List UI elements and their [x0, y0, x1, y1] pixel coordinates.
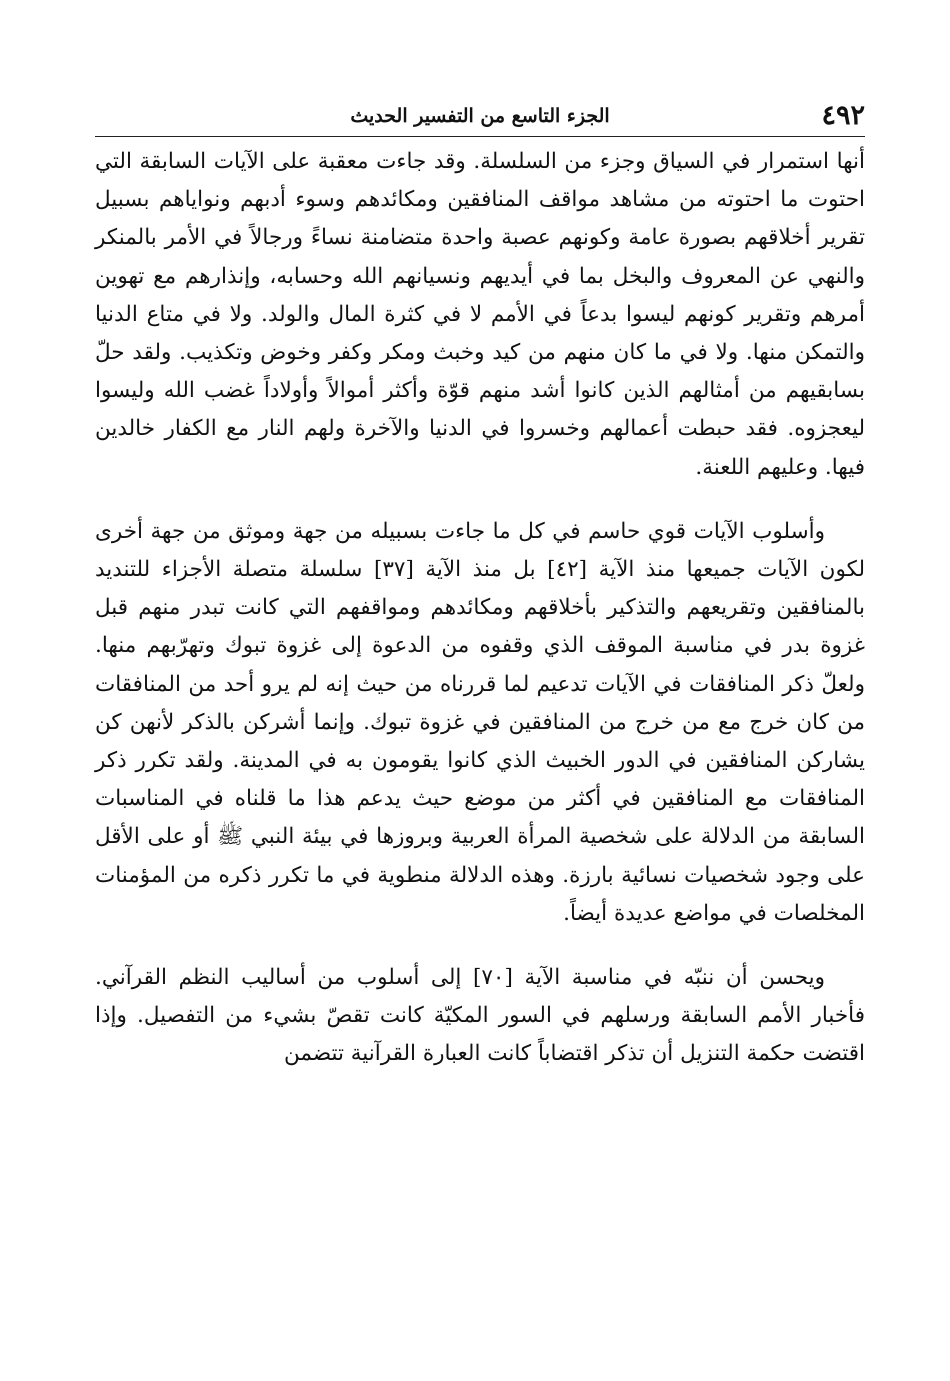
page-header [95, 90, 865, 137]
running-title: الجزء التاسع من التفسير الحديث [350, 105, 610, 127]
body-text [95, 143, 865, 1074]
paragraph-3: ويحسن أن ننبّه في مناسبة الآية [٧٠] إلى أسلوب من أساليب النظم القرآني. فأخبار الأمم السابقة ورسلهم في السور المكيّة كانت تقصّ بشيء من التفصيل. وإذا اقتضت حكمة التنزيل أن تذكر اقتضاباً كانت العبارة القرآنية تتضمن [95, 965, 865, 1067]
book-page [95, 90, 865, 1270]
paragraph-2: وأسلوب الآيات قوي حاسم في كل ما جاءت بسبيله من جهة وموثق من جهة أخرى لكون الآيات جميعها منذ الآية [٤٢] بل منذ الآية [٣٧] سلسلة متصلة الأجزاء للتنديد بالمنافقين وتقريعهم والتذكير بأخلاقهم ومكائدهم ومواقفهم التي كانت تبدر منهم قبل غزوة بدر في مناسبة الموقف الذي وقفوه من الدعوة إلى غزوة تبوك وتهرّبهم منها. ولعلّ ذكر المنافقات في الآيات تدعيم لما قررناه من حيث إنه لم يرو أحد من المنافقات من كان خرج مع من خرج من المنافقين في غزوة تبوك. وإنما أشركن بالذكر لأنهن كن يشاركن المنافقين في الدور الخبيث الذي كانوا يقومون به في المدينة. ولقد تكرر ذكر المنافقات مع المنافقين في أكثر من موضع حيث يدعم هذا ما قلناه في المناسبات السابقة من الدلالة على شخصية المرأة العربية وبروزها في بيئة النبي ﷺ أو على الأقل على وجود شخصيات نسائية بارزة. وهذه الدلالة منطوية في ما تكرر ذكره من المؤمنات المخلصات في مواضع عديدة أيضاً. [95, 518, 865, 926]
page-number: ٤٩٢ [821, 100, 865, 131]
paragraph-1: أنها استمرار في السياق وجزء من السلسلة. وقد جاءت معقبة على الآيات السابقة التي احتوت ما احتوته من مشاهد مواقف المنافقين ومكائدهم وسوء أدبهم ونواياهم بسبيل تقرير أخلاقهم بصورة عامة وكونهم عصبة واحدة متضامنة نساءً ورجالاً في الأمر بالمنكر والنهي عن المعروف والبخل بما في أيديهم ونسيانهم الله وحسابه، وإنذارهم مع تهوين أمرهم وتقرير كونهم ليسوا بدعاً في الأمم لا في كثرة المال والولد. ولا في متاع الدنيا والتمكن منها. ولا في ما كان منهم من كيد وخبث ومكر وكفر وخوض وتكذيب. ولقد حلّ بسابقيهم من أمثالهم الذين كانوا أشد منهم قوّة وأكثر أموالاً وأولاداً غضب الله وليسوا ليعجزوه. فقد حبطت أعمالهم وخسروا في الدنيا والآخرة ولهم النار مع الكفار خالدين فيها. وعليهم اللعنة. [95, 149, 865, 480]
